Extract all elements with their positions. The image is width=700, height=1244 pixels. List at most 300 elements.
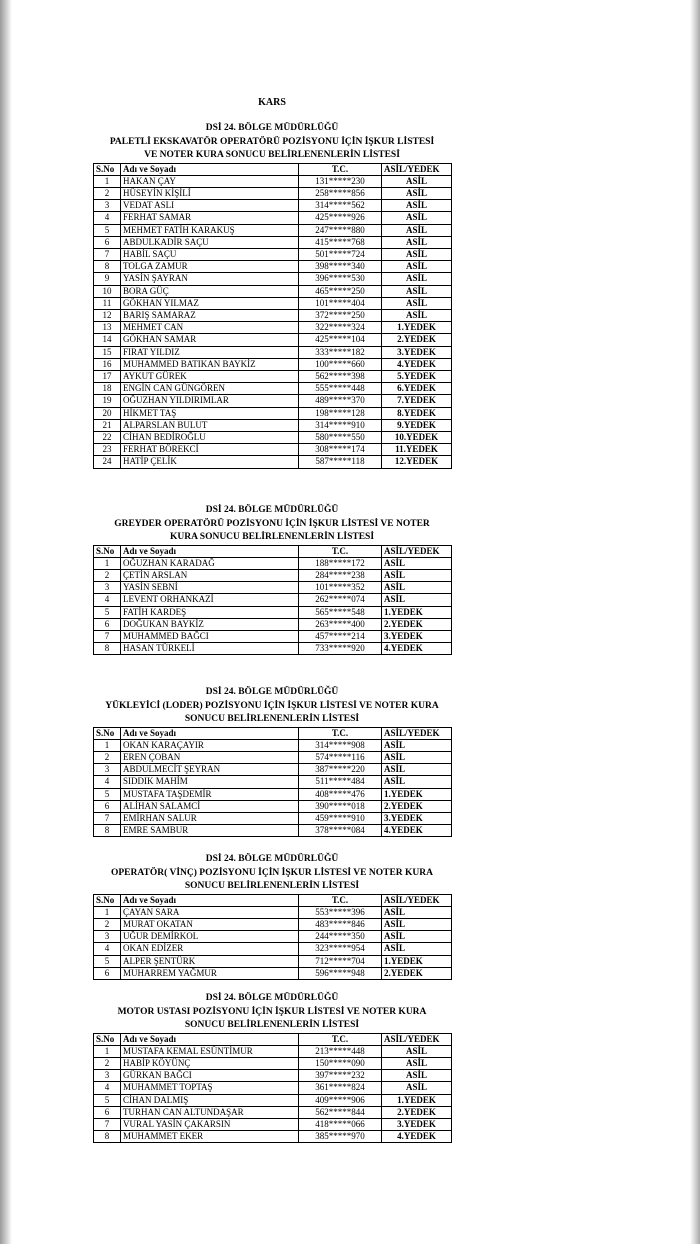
table-row — [94, 918, 452, 930]
candidate-tc: 562*****844 — [299, 1106, 382, 1118]
candidate-status: 11.YEDEK — [382, 444, 452, 456]
col-header-tc: T.C. — [299, 1033, 382, 1045]
candidate-tc: 712*****704 — [299, 955, 382, 967]
table-row — [94, 557, 452, 569]
candidate-name: HATİP ÇELİK — [121, 456, 299, 468]
candidate-tc: 258*****856 — [299, 187, 382, 199]
candidate-status: ASİL — [382, 297, 452, 309]
table-row — [94, 407, 452, 419]
candidate-name: HAKAN ÇAY — [121, 175, 299, 187]
candidate-name: MURAT OKATAN — [121, 918, 299, 930]
table-row — [94, 1057, 452, 1069]
candidate-status: ASİL — [382, 236, 452, 248]
table-row — [94, 800, 452, 812]
candidate-name: LEVENT ORHANKAZİ — [121, 594, 299, 606]
table-row — [94, 1118, 452, 1130]
table-row — [94, 764, 452, 776]
section-heading-line: DSİ 24. BÖLGE MÜDÜRLÜĞÜ — [205, 123, 339, 133]
candidate-name: ABDULKADİR SAÇU — [121, 236, 299, 248]
candidate-tc: 425*****104 — [299, 334, 382, 346]
table-row — [94, 955, 452, 967]
col-header-sno: S.No — [94, 163, 121, 175]
candidate-tc: 244*****350 — [299, 931, 382, 943]
table-header-row — [94, 727, 452, 739]
page-shadow-left — [0, 0, 12, 1244]
table-row — [94, 346, 452, 358]
candidate-name: GÖKHAN YILMAZ — [121, 297, 299, 309]
candidate-status: 4.YEDEK — [382, 825, 452, 837]
candidate-name: HABİP KÖYÜNÇ — [121, 1057, 299, 1069]
col-header-name: Adı ve Soyadı — [121, 545, 299, 557]
candidate-name: MUHAMMET TOPTAŞ — [121, 1082, 299, 1094]
candidate-name: MUHAMMED BAĞCI — [121, 630, 299, 642]
candidate-status: 4.YEDEK — [382, 643, 452, 655]
table-row — [94, 1082, 452, 1094]
col-header-name: Adı ve Soyadı — [121, 163, 299, 175]
candidate-status: ASİL — [382, 776, 452, 788]
row-number: 17 — [94, 370, 121, 382]
row-number: 8 — [94, 261, 121, 273]
candidate-status: 1.YEDEK — [382, 955, 452, 967]
candidate-name: OĞUZHAN KARADAĞ — [121, 557, 299, 569]
table-row — [94, 309, 452, 321]
table-row — [94, 1045, 452, 1057]
row-number: 15 — [94, 346, 121, 358]
candidate-status: ASİL — [382, 764, 452, 776]
candidate-name: TURHAN CAN ALTUNDAŞAR — [121, 1106, 299, 1118]
candidate-status: ASİL — [382, 248, 452, 260]
candidate-status: ASİL — [382, 918, 452, 930]
row-number: 2 — [94, 751, 121, 763]
row-number: 6 — [94, 967, 121, 979]
candidate-status: 12.YEDEK — [382, 456, 452, 468]
row-number: 6 — [94, 800, 121, 812]
candidate-name: MUHAMMET EKER — [121, 1131, 299, 1143]
table-row — [94, 248, 452, 260]
section-greyder — [93, 504, 451, 655]
row-number: 21 — [94, 419, 121, 431]
candidate-name: YASİN SEBNİ — [121, 582, 299, 594]
col-header-name: Adı ve Soyadı — [121, 894, 299, 906]
section-heading-line: VE NOTER KURA SONUCU BELİRLENENLERİN LİSTESİ — [144, 150, 400, 160]
row-number: 2 — [94, 569, 121, 581]
candidate-tc: 314*****562 — [299, 200, 382, 212]
candidate-name: ABDULMECİT ŞEYRAN — [121, 764, 299, 776]
candidate-status: 2.YEDEK — [382, 967, 452, 979]
candidate-tc: 415*****768 — [299, 236, 382, 248]
candidate-status: ASİL — [382, 200, 452, 212]
candidate-status: ASİL — [382, 187, 452, 199]
section-heading-line: DSİ 24. BÖLGE MÜDÜRLÜĞÜ — [205, 993, 339, 1003]
table-row — [94, 456, 452, 468]
candidate-name: BARIŞ SAMARAZ — [121, 309, 299, 321]
section-heading-line: YÜKLEYİCİ (LODER) POZİSYONU İÇİN İŞKUR LİSTESİ VE NOTER KURA — [105, 700, 439, 711]
candidate-name: BORA GÜÇ — [121, 285, 299, 297]
row-number: 4 — [94, 943, 121, 955]
candidate-tc: 262*****074 — [299, 594, 382, 606]
candidate-status: 1.YEDEK — [382, 788, 452, 800]
row-number: 2 — [94, 918, 121, 930]
candidate-tc: 574*****116 — [299, 751, 382, 763]
col-header-tc: T.C. — [299, 727, 382, 739]
row-number: 16 — [94, 358, 121, 370]
table-row — [94, 606, 452, 618]
candidate-name: ÇAYAN SARA — [121, 906, 299, 918]
table-row — [94, 1070, 452, 1082]
row-number: 24 — [94, 456, 121, 468]
table-row — [94, 1131, 452, 1143]
row-number: 19 — [94, 395, 121, 407]
row-number: 5 — [94, 224, 121, 236]
candidate-name: EREN ÇOBAN — [121, 751, 299, 763]
candidate-tc: 580*****550 — [299, 431, 382, 443]
candidate-name: AYKUT GÜREK — [121, 370, 299, 382]
table-row — [94, 967, 452, 979]
row-number: 4 — [94, 776, 121, 788]
row-number: 10 — [94, 285, 121, 297]
section-heading-line: OPERATÖR( VİNÇ) POZİSYONU İÇİN İŞKUR LİSTESİ VE NOTER KURA — [110, 867, 433, 878]
candidate-tc: 101*****352 — [299, 582, 382, 594]
candidate-status: ASİL — [382, 739, 452, 751]
section-ekskavator — [93, 122, 451, 469]
col-header-name: Adı ve Soyadı — [121, 1033, 299, 1045]
page-shadow-right — [690, 0, 700, 1244]
candidate-tc: 213*****448 — [299, 1045, 382, 1057]
row-number: 12 — [94, 309, 121, 321]
row-number: 13 — [94, 322, 121, 334]
row-number: 3 — [94, 764, 121, 776]
row-number: 9 — [94, 273, 121, 285]
row-number: 5 — [94, 606, 121, 618]
candidate-status: 2.YEDEK — [382, 618, 452, 630]
candidate-name: ALPARSLAN BULUT — [121, 419, 299, 431]
row-number: 3 — [94, 582, 121, 594]
candidate-name: OKAN KARAÇAYIR — [121, 739, 299, 751]
row-number: 7 — [94, 812, 121, 824]
table-row — [94, 383, 452, 395]
candidate-status: ASİL — [382, 751, 452, 763]
candidate-status: ASİL — [382, 594, 452, 606]
candidate-tc: 372*****250 — [299, 309, 382, 321]
candidate-status: ASİL — [382, 273, 452, 285]
candidate-tc: 247*****880 — [299, 224, 382, 236]
row-number: 1 — [94, 557, 121, 569]
table-header-row — [94, 545, 452, 557]
section-heading-line: SONUCU BELİRLENENLERİN LİSTESİ — [184, 881, 360, 891]
table-row — [94, 582, 452, 594]
col-header-sno: S.No — [94, 545, 121, 557]
candidate-tc: 397*****232 — [299, 1070, 382, 1082]
col-header-name: Adı ve Soyadı — [121, 727, 299, 739]
candidate-status: 1.YEDEK — [382, 1094, 452, 1106]
table-row — [94, 739, 452, 751]
candidate-status: 3.YEDEK — [382, 812, 452, 824]
candidate-tc: 314*****908 — [299, 739, 382, 751]
row-number: 1 — [94, 1045, 121, 1057]
candidate-tc: 150*****090 — [299, 1057, 382, 1069]
candidate-name: ALİHAN SALAMCİ — [121, 800, 299, 812]
candidate-tc: 101*****404 — [299, 297, 382, 309]
candidate-tc: 131*****230 — [299, 175, 382, 187]
candidate-tc: 587*****118 — [299, 456, 382, 468]
candidate-tc: 100*****660 — [299, 358, 382, 370]
candidate-status: 10.YEDEK — [382, 431, 452, 443]
candidate-name: ÇETİN ARSLAN — [121, 569, 299, 581]
table-row — [94, 569, 452, 581]
candidate-tc: 385*****970 — [299, 1131, 382, 1143]
candidate-name: DOĞUKAN BAYKİZ — [121, 618, 299, 630]
col-header-sno: S.No — [94, 727, 121, 739]
candidate-table — [93, 727, 452, 838]
candidate-status: 1.YEDEK — [382, 606, 452, 618]
candidate-tc: 511*****484 — [299, 776, 382, 788]
candidate-status: ASİL — [382, 582, 452, 594]
candidate-name: EMRE SAMBUR — [121, 825, 299, 837]
candidate-tc: 398*****340 — [299, 261, 382, 273]
section-vinc — [93, 853, 451, 980]
row-number: 8 — [94, 825, 121, 837]
candidate-tc: 361*****824 — [299, 1082, 382, 1094]
row-number: 11 — [94, 297, 121, 309]
candidate-name: UĞUR DEMİRKOL — [121, 931, 299, 943]
candidate-status: 6.YEDEK — [382, 383, 452, 395]
table-row — [94, 618, 452, 630]
candidate-status: ASİL — [382, 931, 452, 943]
row-number: 6 — [94, 1106, 121, 1118]
candidate-name: MUSTAFA TAŞDEMİR — [121, 788, 299, 800]
col-header-sno: S.No — [94, 894, 121, 906]
section-motor-ustasi — [93, 992, 451, 1143]
candidate-name: MEHMET FATİH KARAKUŞ — [121, 224, 299, 236]
table-row — [94, 630, 452, 642]
col-header-tc: T.C. — [299, 894, 382, 906]
col-header-sno: S.No — [94, 1033, 121, 1045]
row-number: 2 — [94, 1057, 121, 1069]
row-number: 4 — [94, 594, 121, 606]
col-header-status: ASİL/YEDEK — [382, 1033, 452, 1045]
candidate-tc: 378*****084 — [299, 825, 382, 837]
section-heading-line: PALETLİ EKSKAVATÖR OPERATÖRÜ POZİSYONU İÇİN İŞKUR LİSTESİ — [109, 136, 435, 147]
candidate-status: 5.YEDEK — [382, 370, 452, 382]
table-row — [94, 643, 452, 655]
candidate-status: 4.YEDEK — [382, 358, 452, 370]
table-row — [94, 224, 452, 236]
candidate-status: ASİL — [382, 285, 452, 297]
candidate-tc: 308*****174 — [299, 444, 382, 456]
candidate-tc: 409*****906 — [299, 1094, 382, 1106]
row-number: 3 — [94, 931, 121, 943]
table-row — [94, 175, 452, 187]
section-heading-line: KURA SONUCU BELİRLENENLERİN LİSTESİ — [169, 532, 375, 542]
section-heading-line: DSİ 24. BÖLGE MÜDÜRLÜĞÜ — [205, 854, 339, 864]
candidate-status: ASİL — [382, 943, 452, 955]
candidate-name: CİHAN DALMIŞ — [121, 1094, 299, 1106]
candidate-name: CİHAN BEDİROĞLU — [121, 431, 299, 443]
table-row — [94, 1106, 452, 1118]
candidate-tc: 263*****400 — [299, 618, 382, 630]
table-header-row — [94, 163, 452, 175]
candidate-name: MEHMET CAN — [121, 322, 299, 334]
row-number: 18 — [94, 383, 121, 395]
candidate-tc: 562*****398 — [299, 370, 382, 382]
candidate-name: FIRAT YILDIZ — [121, 346, 299, 358]
candidate-status: ASİL — [382, 1070, 452, 1082]
candidate-name: YASİN ŞAYRAN — [121, 273, 299, 285]
candidate-name: GÜRKAN BAĞCI — [121, 1070, 299, 1082]
row-number: 1 — [94, 739, 121, 751]
candidate-name: FERHAT SAMAR — [121, 212, 299, 224]
table-row — [94, 187, 452, 199]
candidate-status: 8.YEDEK — [382, 407, 452, 419]
row-number: 3 — [94, 200, 121, 212]
table-row — [94, 751, 452, 763]
row-number: 14 — [94, 334, 121, 346]
candidate-status: 1.YEDEK — [382, 322, 452, 334]
table-header-row — [94, 894, 452, 906]
candidate-name: MUSTAFA KEMAL ESÜNTİMUR — [121, 1045, 299, 1057]
row-number: 3 — [94, 1070, 121, 1082]
candidate-status: ASİL — [382, 1057, 452, 1069]
candidate-status: 4.YEDEK — [382, 1131, 452, 1143]
table-row — [94, 322, 452, 334]
candidate-tc: 322*****324 — [299, 322, 382, 334]
candidate-status: 3.YEDEK — [382, 346, 452, 358]
candidate-status: ASİL — [382, 557, 452, 569]
row-number: 7 — [94, 630, 121, 642]
table-row — [94, 297, 452, 309]
candidate-tc: 565*****548 — [299, 606, 382, 618]
section-heading-line: SONUCU BELİRLENENLERİN LİSTESİ — [184, 714, 360, 724]
table-row — [94, 285, 452, 297]
candidate-status: ASİL — [382, 175, 452, 187]
candidate-name: ALPER ŞENTÜRK — [121, 955, 299, 967]
candidate-tc: 459*****910 — [299, 812, 382, 824]
candidate-table — [93, 163, 452, 469]
col-header-tc: T.C. — [299, 163, 382, 175]
candidate-name: VEDAT ASLI — [121, 200, 299, 212]
candidate-tc: 333*****182 — [299, 346, 382, 358]
table-header-row — [94, 1033, 452, 1045]
candidate-status: 3.YEDEK — [382, 1118, 452, 1130]
table-row — [94, 906, 452, 918]
row-number: 23 — [94, 444, 121, 456]
table-row — [94, 200, 452, 212]
candidate-tc: 188*****172 — [299, 557, 382, 569]
row-number: 5 — [94, 1094, 121, 1106]
candidate-tc: 284*****238 — [299, 569, 382, 581]
table-row — [94, 788, 452, 800]
candidate-tc: 483*****846 — [299, 918, 382, 930]
candidate-status: 2.YEDEK — [382, 1106, 452, 1118]
candidate-tc: 408*****476 — [299, 788, 382, 800]
row-number: 8 — [94, 1131, 121, 1143]
candidate-name: SIDDIK MAHİM — [121, 776, 299, 788]
candidate-name: ENGİN CAN GÜNGÖREN — [121, 383, 299, 395]
row-number: 7 — [94, 1118, 121, 1130]
candidate-tc: 501*****724 — [299, 248, 382, 260]
table-row — [94, 431, 452, 443]
candidate-name: HASAN TÜRKELİ — [121, 643, 299, 655]
candidate-name: HABİL SAÇU — [121, 248, 299, 260]
row-number: 1 — [94, 906, 121, 918]
table-row — [94, 594, 452, 606]
candidate-tc: 396*****530 — [299, 273, 382, 285]
candidate-table — [93, 1033, 452, 1144]
page-title: KARS — [258, 97, 286, 108]
candidate-status: ASİL — [382, 569, 452, 581]
candidate-tc: 465*****250 — [299, 285, 382, 297]
candidate-table — [93, 894, 452, 980]
row-number: 1 — [94, 175, 121, 187]
candidate-name: HÜSEYİN KİŞİLİ — [121, 187, 299, 199]
candidate-name: MUHARREM YAĞMUR — [121, 967, 299, 979]
table-row — [94, 261, 452, 273]
table-row — [94, 825, 452, 837]
candidate-status: ASİL — [382, 309, 452, 321]
col-header-tc: T.C. — [299, 545, 382, 557]
candidate-name: MUHAMMED BATIKAN BAYKİZ — [121, 358, 299, 370]
candidate-status: 9.YEDEK — [382, 419, 452, 431]
candidate-status: 7.YEDEK — [382, 395, 452, 407]
row-number: 2 — [94, 187, 121, 199]
candidate-name: FATİH KARDEŞ — [121, 606, 299, 618]
section-heading-line: GREYDER OPERATÖRÜ POZİSYONU İÇİN İŞKUR LİSTESİ VE NOTER — [114, 518, 430, 529]
table-row — [94, 444, 452, 456]
candidate-tc: 489*****370 — [299, 395, 382, 407]
section-yukleyici — [93, 686, 451, 837]
table-row — [94, 931, 452, 943]
section-heading-line: DSİ 24. BÖLGE MÜDÜRLÜĞÜ — [205, 505, 339, 515]
candidate-name: OKAN EDİZER — [121, 943, 299, 955]
candidate-status: ASİL — [382, 212, 452, 224]
candidate-name: GÖKHAN SAMAR — [121, 334, 299, 346]
candidate-tc: 390*****018 — [299, 800, 382, 812]
candidate-name: OĞUZHAN YILDIRIMLAR — [121, 395, 299, 407]
candidate-status: 3.YEDEK — [382, 630, 452, 642]
table-row — [94, 273, 452, 285]
candidate-tc: 457*****214 — [299, 630, 382, 642]
table-row — [94, 776, 452, 788]
candidate-tc: 733*****920 — [299, 643, 382, 655]
col-header-status: ASİL/YEDEK — [382, 727, 452, 739]
candidate-status: ASİL — [382, 906, 452, 918]
candidate-tc: 596*****948 — [299, 967, 382, 979]
row-number: 7 — [94, 248, 121, 260]
table-row — [94, 370, 452, 382]
candidate-status: 2.YEDEK — [382, 800, 452, 812]
section-heading-line: DSİ 24. BÖLGE MÜDÜRLÜĞÜ — [205, 687, 339, 697]
row-number: 22 — [94, 431, 121, 443]
table-row — [94, 812, 452, 824]
candidate-status: 2.YEDEK — [382, 334, 452, 346]
candidate-name: TOLGA ZAMUR — [121, 261, 299, 273]
candidate-tc: 555*****448 — [299, 383, 382, 395]
candidate-status: ASİL — [382, 261, 452, 273]
candidate-name: VURAL YASİN ÇAKARSIN — [121, 1118, 299, 1130]
candidate-name: FERHAT BÖREKCİ — [121, 444, 299, 456]
col-header-status: ASİL/YEDEK — [382, 163, 452, 175]
row-number: 5 — [94, 955, 121, 967]
table-row — [94, 212, 452, 224]
table-row — [94, 236, 452, 248]
candidate-tc: 198*****128 — [299, 407, 382, 419]
candidate-name: EMİRHAN SALUR — [121, 812, 299, 824]
candidate-name: HİKMET TAŞ — [121, 407, 299, 419]
col-header-status: ASİL/YEDEK — [382, 545, 452, 557]
row-number: 20 — [94, 407, 121, 419]
row-number: 6 — [94, 618, 121, 630]
candidate-tc: 387*****220 — [299, 764, 382, 776]
